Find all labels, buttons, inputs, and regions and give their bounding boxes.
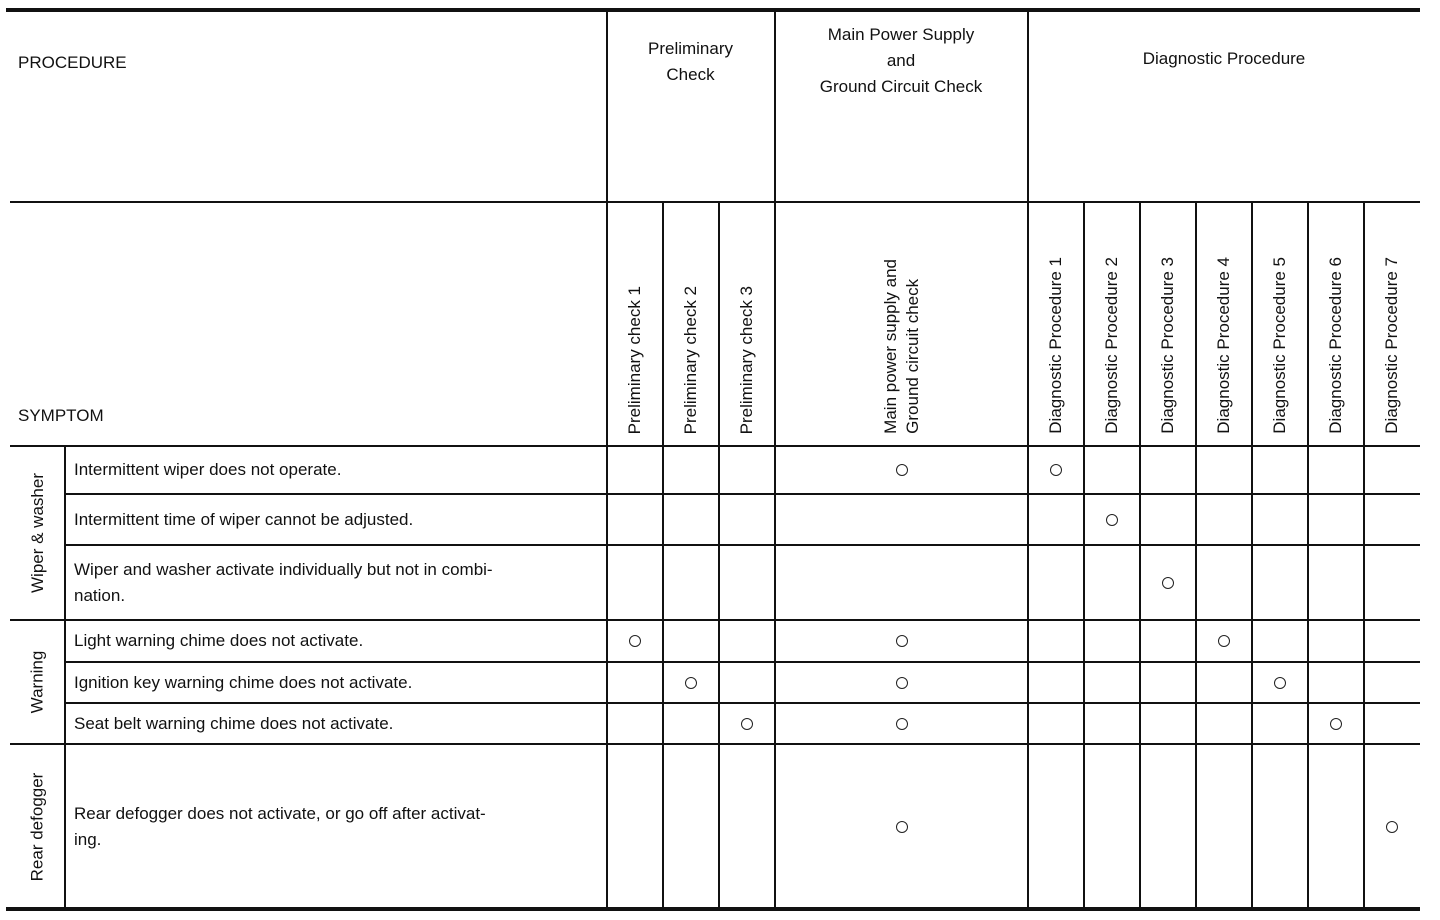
symptom-text — [74, 620, 599, 662]
procedure-label: PROCEDURE — [18, 53, 127, 72]
column-header-label: Diagnostic Procedure 1 — [1046, 257, 1065, 434]
group-header-preliminary: Preliminary Check — [647, 39, 734, 84]
rule-line — [6, 8, 1420, 12]
category-label-1 — [10, 446, 65, 620]
column-header-11 — [1364, 206, 1420, 434]
symptom-label: Light warning chime does not activate. — [74, 631, 364, 650]
column-header-label: Preliminary check 2 — [681, 285, 700, 434]
category-label-text: Rear defogger — [27, 772, 47, 881]
check-circle-icon — [896, 635, 908, 647]
symptom-text — [74, 703, 599, 744]
check-circle-icon — [1386, 821, 1398, 833]
column-header-label: Diagnostic Procedure 5 — [1270, 257, 1289, 434]
check-circle-icon — [896, 677, 908, 689]
symptom-text — [74, 494, 599, 545]
column-header-10 — [1308, 206, 1364, 434]
column-header-6 — [1084, 206, 1140, 434]
check-circle-icon — [896, 718, 908, 730]
check-circle-icon — [896, 821, 908, 833]
column-header-label: Diagnostic Procedure 3 — [1158, 257, 1177, 434]
column-header-2 — [663, 206, 719, 434]
rule-line — [10, 201, 1420, 203]
category-label-text: Warning — [27, 650, 47, 714]
check-circle-icon — [1162, 577, 1174, 589]
column-header-7 — [1140, 206, 1196, 434]
column-header-8 — [1196, 206, 1252, 434]
rule-line — [606, 10, 608, 909]
symptom-label: Seat belt warning chime does not activate. — [74, 713, 394, 733]
category-label-text: Wiper & washer — [27, 473, 47, 593]
check-circle-icon — [1106, 514, 1118, 526]
column-header-1 — [607, 206, 663, 434]
symptom-label: Rear defogger does not activate, or go off after activat- ing. — [74, 803, 486, 849]
column-header-4 — [775, 206, 1028, 434]
symptom-label: Intermittent time of wiper cannot be adjusted. — [74, 509, 414, 529]
check-circle-icon — [1274, 677, 1286, 689]
check-circle-icon — [629, 635, 641, 647]
check-circle-icon — [1330, 718, 1342, 730]
column-header-label: Diagnostic Procedure 4 — [1214, 257, 1233, 434]
column-header-3 — [719, 206, 775, 434]
column-header-label: Diagnostic Procedure 2 — [1102, 257, 1121, 434]
check-circle-icon — [685, 677, 697, 689]
symptom-text — [74, 662, 599, 703]
group-header-diagnostic: Diagnostic Procedure — [1142, 49, 1306, 68]
column-header-5 — [1028, 206, 1084, 434]
column-header-label: Diagnostic Procedure 6 — [1326, 257, 1345, 434]
column-header-9 — [1252, 206, 1308, 434]
symptom-label: SYMPTOM — [18, 406, 104, 425]
symptom-label: Wiper and washer activate individually but not in combi- nation. — [74, 559, 493, 605]
rule-line — [1027, 10, 1029, 909]
column-header-label: Preliminary check 1 — [625, 285, 644, 434]
check-circle-icon — [1050, 464, 1062, 476]
symptom-text — [74, 744, 599, 909]
group-header-main-power: Main Power Supply and Ground Circuit Check — [819, 25, 983, 96]
column-header-label: Main power supply and Ground circuit check — [880, 259, 922, 434]
check-circle-icon — [1218, 635, 1230, 647]
check-circle-icon — [741, 718, 753, 730]
symptom-label: Ignition key warning chime does not activate. — [74, 672, 413, 692]
symptom-text — [74, 446, 599, 494]
category-label-2 — [10, 620, 65, 744]
symptom-label: Intermittent wiper does not operate. — [74, 460, 342, 479]
category-label-3 — [10, 744, 65, 909]
rule-line — [774, 10, 776, 909]
symptom-text — [74, 545, 599, 620]
column-header-label: Diagnostic Procedure 7 — [1382, 257, 1401, 434]
check-circle-icon — [896, 464, 908, 476]
column-header-label: Preliminary check 3 — [737, 285, 756, 434]
